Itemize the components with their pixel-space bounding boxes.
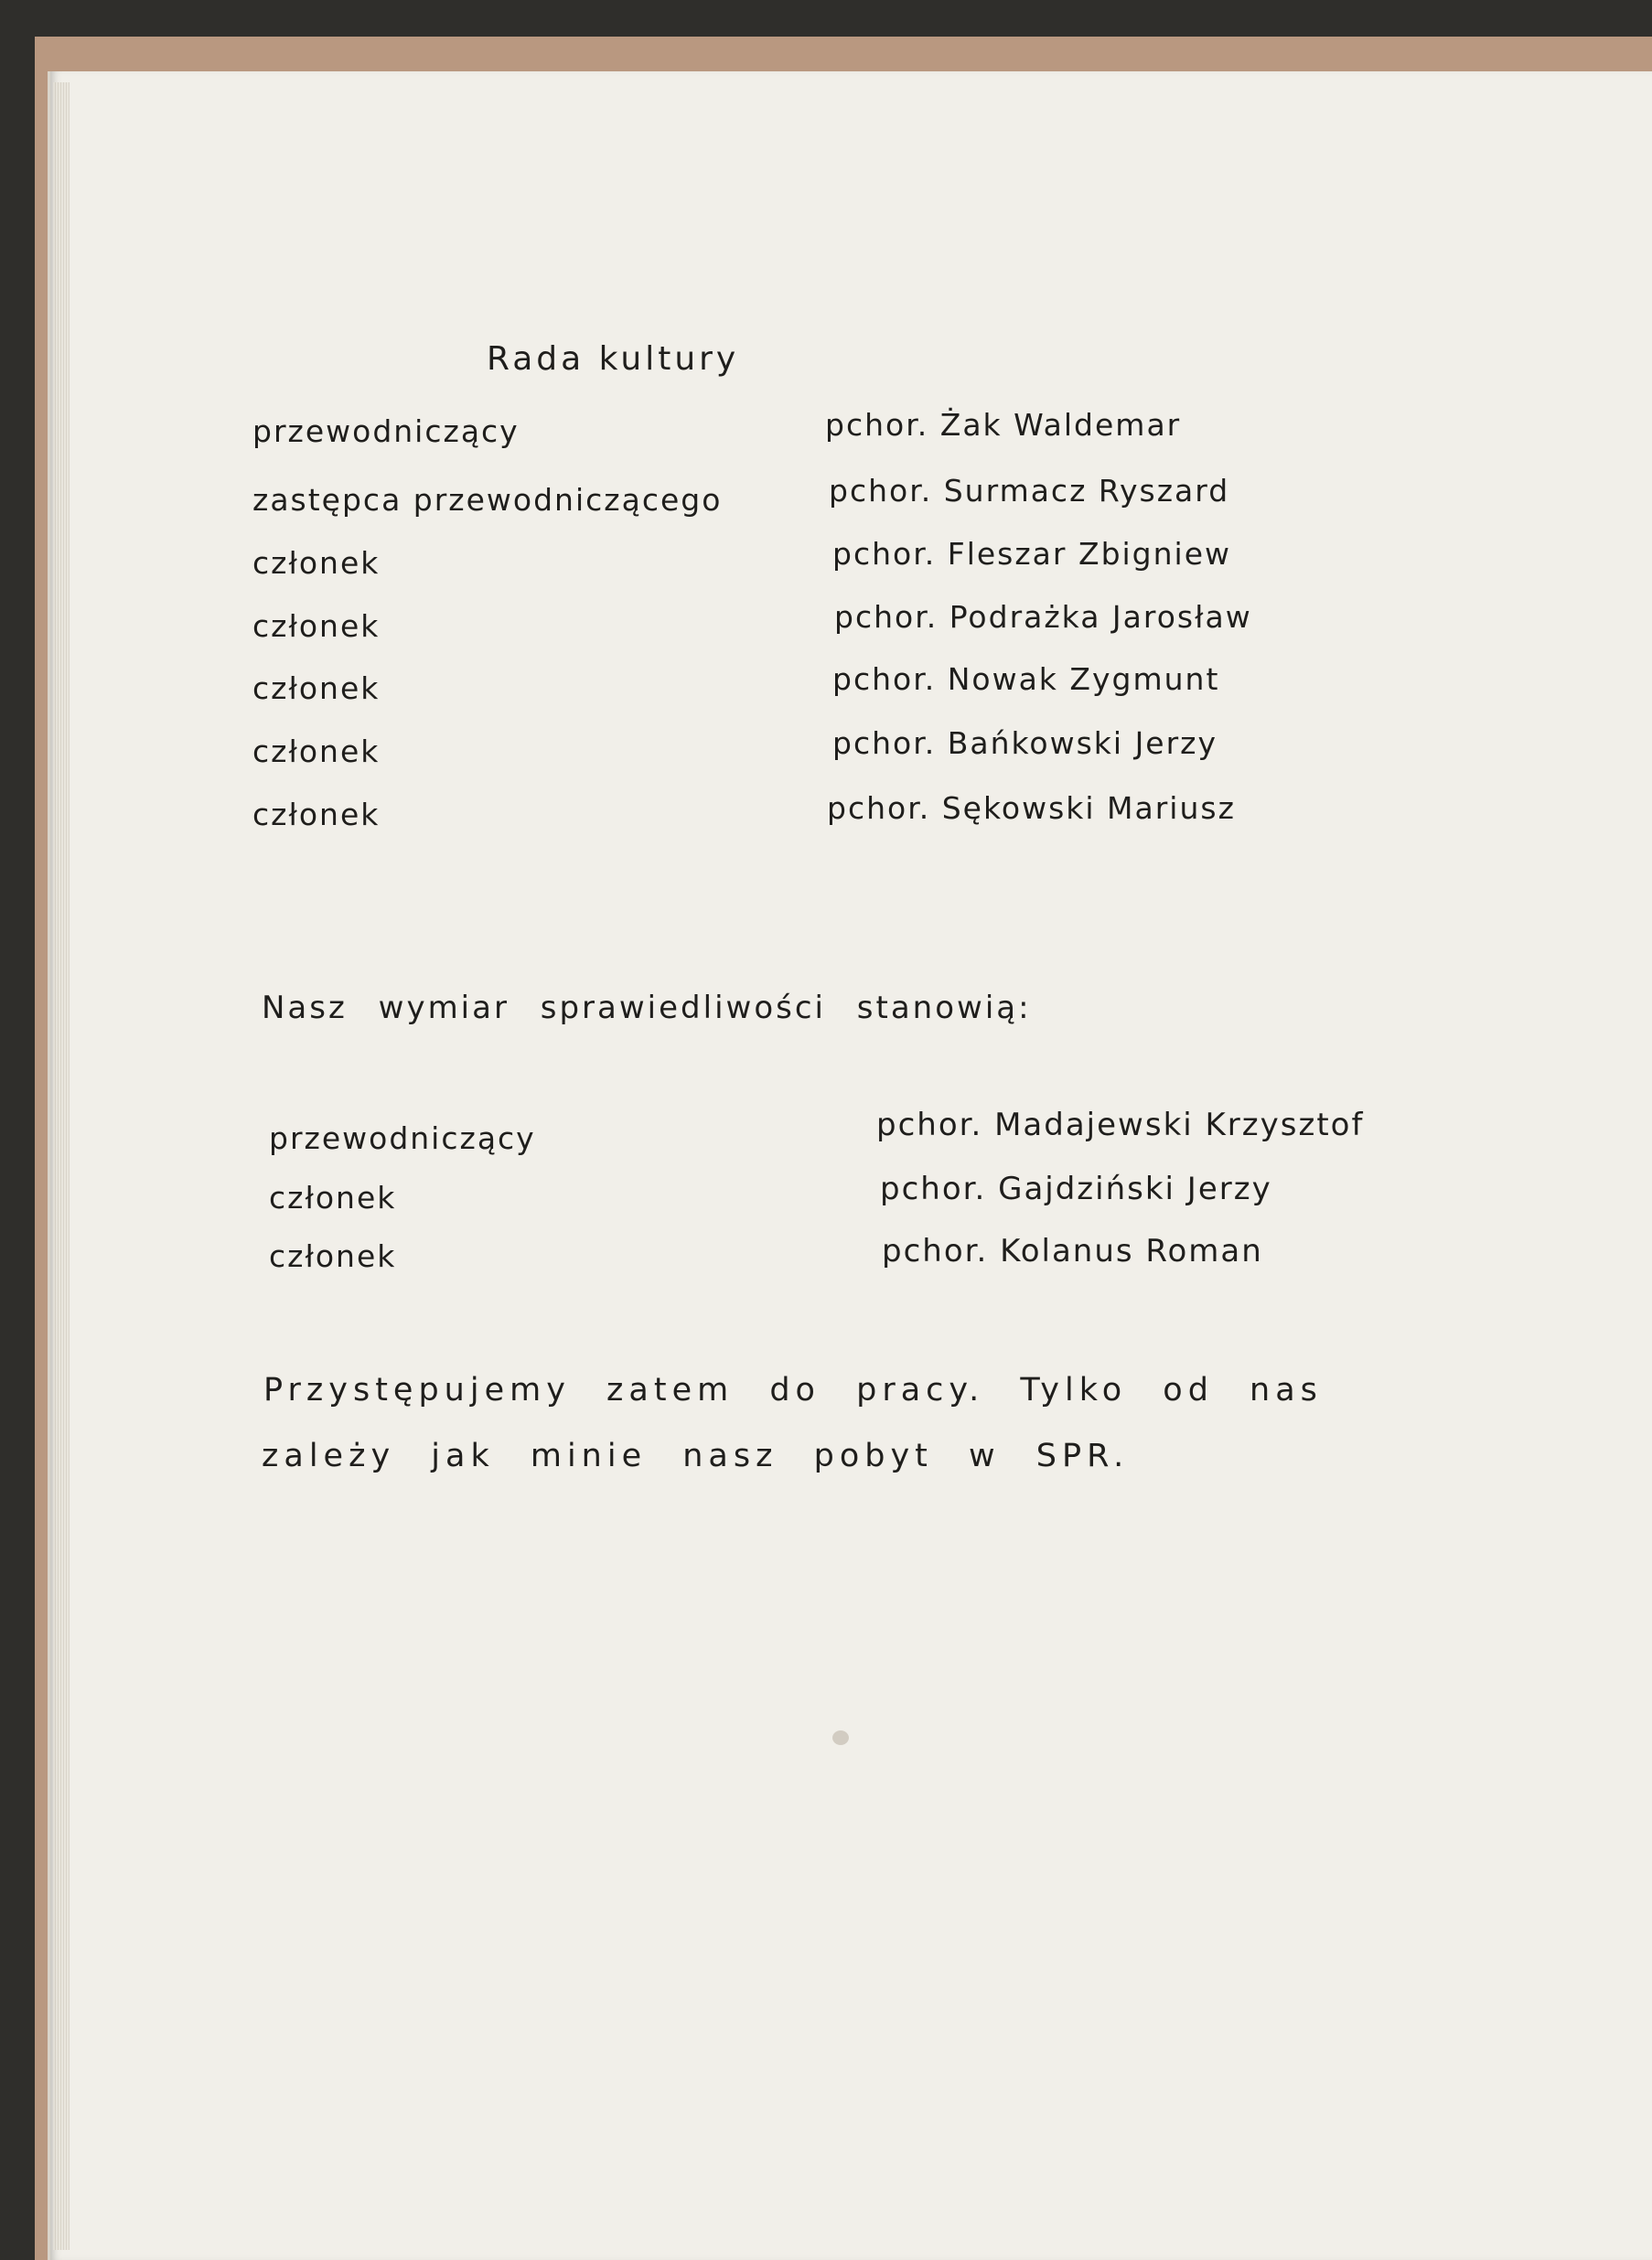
culture-name-2: pchor. Surmacz Ryszard	[829, 473, 1230, 509]
culture-council-title: Rada kultury	[487, 340, 740, 378]
album-page	[48, 71, 1652, 2260]
culture-role-4: członek	[252, 608, 381, 644]
culture-role-7: członek	[252, 797, 381, 832]
culture-role-1: przewodniczący	[252, 413, 520, 449]
culture-name-4: pchor. Podrażka Jarosław	[834, 599, 1252, 635]
justice-name-3: pchor. Kolanus Roman	[882, 1233, 1263, 1269]
culture-name-7: pchor. Sękowski Mariusz	[827, 790, 1236, 826]
culture-role-2: zastępca przewodniczącego	[252, 482, 723, 518]
paper-stain	[832, 1730, 849, 1745]
justice-role-3: członek	[269, 1238, 397, 1274]
culture-role-5: członek	[252, 670, 381, 706]
culture-role-6: członek	[252, 734, 381, 769]
culture-name-5: pchor. Nowak Zygmunt	[832, 661, 1220, 697]
justice-role-1: przewodniczący	[269, 1120, 536, 1156]
culture-name-6: pchor. Bańkowski Jerzy	[832, 725, 1218, 761]
culture-role-3: członek	[252, 545, 381, 581]
closing-line-2: zależy jak minie nasz pobyt w SPR.	[262, 1438, 1130, 1474]
page-stack-edge	[53, 82, 70, 2250]
justice-role-2: członek	[269, 1180, 397, 1216]
closing-line-1: Przystępujemy zatem do pracy. Tylko od nas	[263, 1372, 1323, 1408]
justice-name-1: pchor. Madajewski Krzysztof	[876, 1107, 1365, 1143]
culture-name-3: pchor. Fleszar Zbigniew	[832, 536, 1232, 572]
culture-name-1: pchor. Żak Waldemar	[825, 407, 1182, 443]
justice-intro: Nasz wymiar sprawiedliwości stanowią:	[262, 990, 1032, 1026]
justice-name-2: pchor. Gajdziński Jerzy	[880, 1171, 1272, 1207]
